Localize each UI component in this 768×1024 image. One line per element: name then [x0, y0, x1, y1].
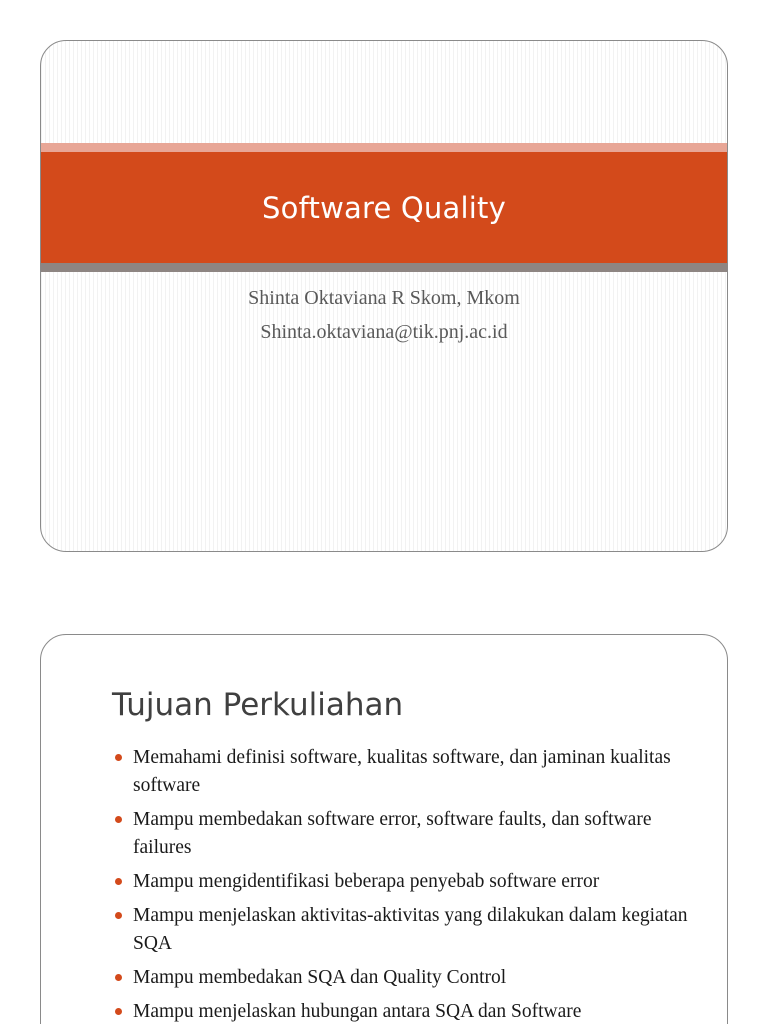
bullet-dot-icon: [115, 816, 122, 823]
slide-title: Software Quality: [262, 190, 506, 225]
list-item-text: Mampu membedakan software error, software faults, dan software failures: [133, 809, 652, 858]
bullet-dot-icon: [115, 912, 122, 919]
title-slide: [40, 40, 728, 552]
content-slide: [40, 634, 728, 1024]
list-item-text: Mampu menjelaskan aktivitas-aktivitas yang dilakukan dalam kegiatan SQA: [133, 905, 688, 954]
list-item-text: Mampu mengidentifikasi beberapa penyebab software error: [133, 871, 600, 892]
content-heading: Tujuan Perkuliahan: [112, 687, 404, 723]
bullet-dot-icon: [115, 1008, 122, 1015]
list-item: [113, 744, 713, 800]
list-item: [113, 806, 713, 862]
list-item: [113, 902, 713, 958]
title-band-top-stripe: [41, 143, 727, 152]
list-item: [113, 964, 713, 992]
bullet-dot-icon: [115, 754, 122, 761]
list-item-text: Mampu menjelaskan hubungan antara SQA dan Software: [133, 1001, 582, 1022]
list-item-text: Mampu membedakan SQA dan Quality Control: [133, 967, 507, 988]
objectives-list: [113, 744, 713, 1024]
title-band: [41, 152, 727, 263]
title-band-bottom-stripe: [41, 263, 727, 272]
bullet-dot-icon: [115, 974, 122, 981]
author-email: Shinta.oktaviana@tik.pnj.ac.id: [260, 321, 508, 343]
list-item: [113, 998, 713, 1024]
author-name: Shinta Oktaviana R Skom, Mkom: [248, 287, 520, 309]
list-item-text: Memahami definisi software, kualitas software, dan jaminan kualitas software: [133, 747, 671, 796]
list-item: [113, 868, 713, 896]
bullet-dot-icon: [115, 878, 122, 885]
